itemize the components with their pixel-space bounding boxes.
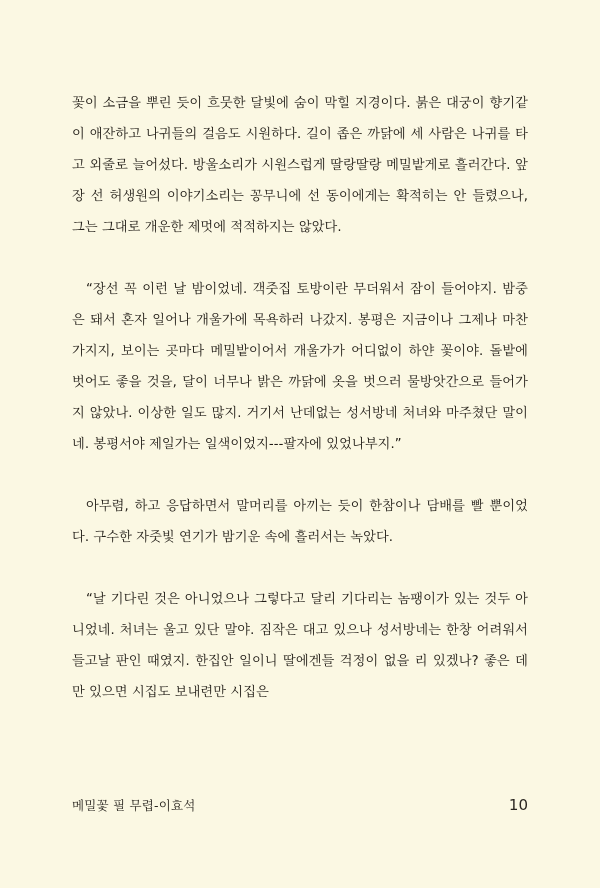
page-number: 10 [508,796,528,814]
footer-title: 메밀꽃 필 무렵-이효석 [72,798,196,813]
paragraph-3: 아무렴, 하고 응답하면서 말머리를 아끼는 듯이 한참이나 담배를 빨 뿐이었다. 구수한 자줏빛 연기가 밤기운 속에 흘러서는 녹았다. [72,499,528,545]
paragraph-2: “장선 꼭 이런 날 밤이었네. 객줏집 토방이란 무더워서 잠이 들어야지. 밤중은 돼서 혼자 일어나 개울가에 목욕하러 나갔지. 봉평은 지금이나 그제나 마찬가지지, 보이는 곳마다 메밀밭이어서 개울가가 어디없이 하얀 꽃이야. 돌밭에 벗어도 좋을 것을, 달이 너무나 밝은 까닭에 옷을 벗으러 물방앗간으로 들어가지 않았나. 이상한 일도 많지. 거기서 난데없는 성서방네 처녀와 마주쳤단 말이네. 봉평서야 제일가는 일색이었지---팔자에 있었나부지.” [72,282,528,452]
page-footer [72,796,528,814]
page-body [72,88,528,708]
paragraph-1: 꽃이 소금을 뿌린 듯이 흐뭇한 달빛에 숨이 막힐 지경이다. 붉은 대궁이 향기같이 애잔하고 나귀들의 걸음도 시원하다. 길이 좁은 까닭에 세 사람은 나귀를 타고 외줄로 늘어섰다. 방울소리가 시원스럽게 딸랑딸랑 메밀밭게로 흘러간다. 앞장 선 허생원의 이야기소리는 꽁무니에 선 동이에게는 확적히는 안 들렸으나, 그는 그대로 개운한 제멋에 적적하지는 않았다. [72,96,528,235]
paragraph-4: “날 기다린 것은 아니었으나 그렇다고 달리 기다리는 놈팽이가 있는 것두 아니었네. 처녀는 울고 있단 말야. 짐작은 대고 있으나 성서방네는 한창 어려워서 들고날 판인 때였지. 한집안 일이니 딸에겐들 걱정이 없을 리 있겠나? 좋은 데만 있으면 시집도 보내련만 시집은 [72,592,528,700]
